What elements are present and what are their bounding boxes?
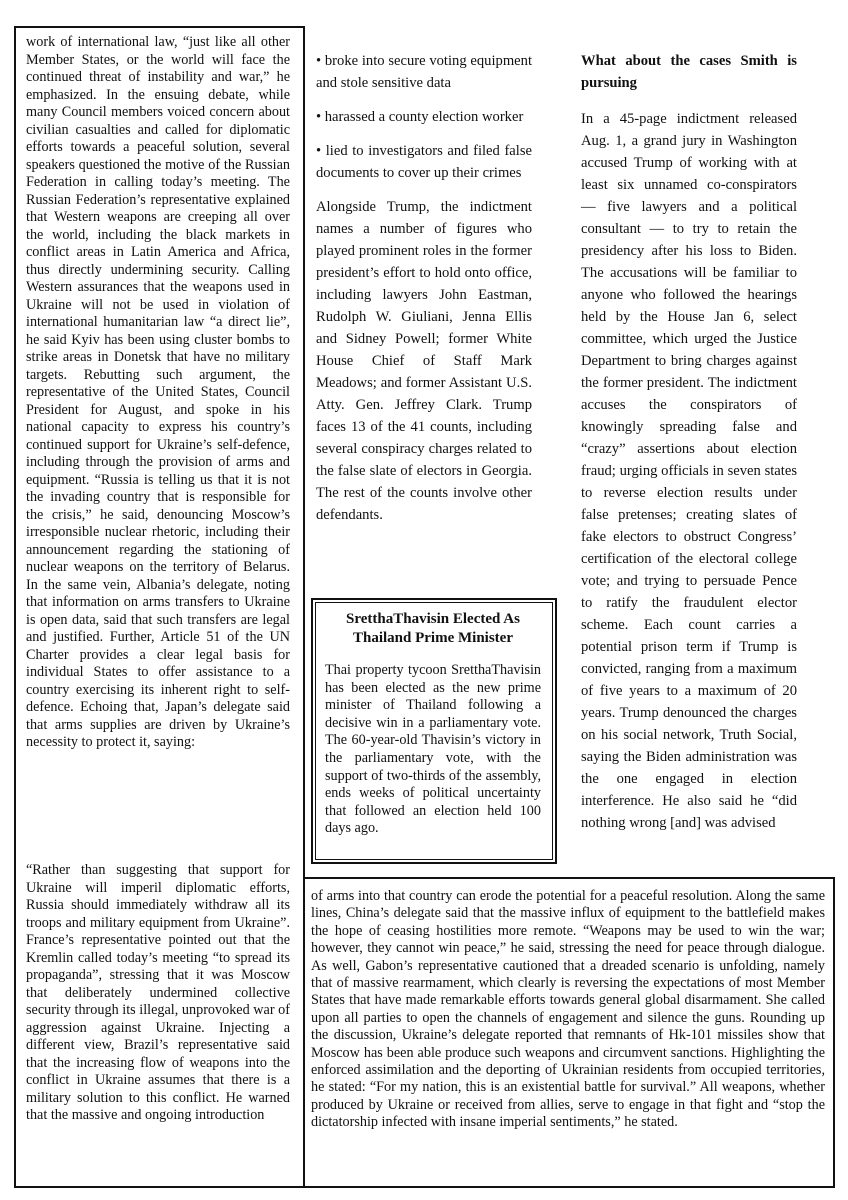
bottom-article-box — [303, 877, 835, 1188]
bullet-item: • lied to investigators and filed false documents to cover up their crimes — [316, 143, 532, 181]
news-box — [311, 598, 557, 864]
middle-column-frame-top — [303, 26, 305, 27]
news-box-title: SretthaThavisin Elected As Thailand Prime Minister — [346, 611, 520, 646]
left-column-text: work of international law, “just like all other Member States, or the world will face the continued threat of instability and war,” he emphasized. In the ensuing debate, while many Council members voiced concern about civilian casualties and called for diplomatic efforts towards a peaceful solution, several speakers questioned the motive of the Russian Federation in calling today’s meeting. The Russian Federation’s representative explained that Western weapons are creeping all over the world, including the black markets in conflict areas in Latin America and Africa, thus directly undermining security. Calling Western assurances that the weapons used in Ukraine will not be used in violation of international humanitarian law “a direct lie”, he said Kyiv has been using cluster bombs to strike areas in Donetsk that have no military targets. Rebutting such argument, the representative of the United States, Council President for August, and spoke in his national capacity to express his country’s continued support for Ukraine’s self-defence, including through the provision of arms and equipment. “Russia is telling us that it is not the invading country that is responsible for the crisis,” he said, denouncing Moscow’s irresponsible nuclear rhetoric, including their announcement regarding the stationing of nuclear weapons on the territory of Belarus. In the same vein, Albania’s delegate, noting that information on arms transfers to Ukraine is open data, said that such transfers are legal and justified. Further, Article 51 of the UN Charter provides a clear legal basis for individual States to offer assistance to a country exercising its inherent right to self-defence. Echoing that, Japan’s delegate said that arms supplies are driven by Ukraine’s necessity to protect it, saying: — [26, 34, 290, 750]
news-box-body: Thai property tycoon SretthaThavisin has been elected as the new prime minister of Thailand following a decisive win in a parliamentary vote. The 60-year-old Thavisin’s victory in the parliamentary vote, with the support of two-thirds of the assembly, ends weeks of political uncertainty that followed an election held 100 days ago. — [325, 662, 541, 837]
bullet-item: • harassed a county election worker — [316, 109, 524, 125]
bullet-item: • broke into secure voting equipment and stole sensitive data — [316, 53, 532, 91]
middle-column — [316, 50, 532, 538]
right-column — [581, 50, 797, 834]
right-column-body: In a 45-page indictment released Aug. 1, a grand jury in Washington accused Trump of working with at least six unnamed co-conspirators — five lawyers and a political consultant — to try to retain the presidency after his loss to Biden. The accusations will be familiar to anyone who followed the hearings held by the House Jan 6, select committee, which urged the Justice Department to bring charges against the former president. The indictment accuses the conspirators of knowingly spreading false and “crazy” assertions about election fraud; urging officials in seven states to reverse election results under false pretenses; creating slates of fake electors to obstruct Congress’ certification of the electoral college vote; and trying to persuade Pence to ratify the fraudulent elector scheme. Each count carries a potential prison term if Trump is convicted, ranging from a maximum of five years to a maximum of 20 years. Trump denounced the charges on his social network, Truth Social, saying the Biden administration was the one engaged in election interference. He also said he “did nothing wrong [and] was advised — [581, 111, 797, 831]
left-column-text-continued: “Rather than suggesting that support for Ukraine will imperil diplomatic efforts, Russia should immediately withdraw all its troops and military equipment from Ukraine”. France’s representative pointed out that the Kremlin called today’s meeting “to spread its propaganda”, stressing that it was Moscow that deliberately undermined collective security through its illegal, unprovoked war of aggression against Ukraine. Injecting a different view, Brazil’s representative said that the increasing flow of weapons into the conflict in Ukraine assumes that there is a military solution to this conflict. He warned that the massive and ongoing introduction — [26, 862, 290, 1123]
bottom-article-text: of arms into that country can erode the potential for a peaceful resolution. Along the same lines, China’s delegate said that the massive influx of equipment to the battlefield makes the hope of ceasing hostilities more remote. “Weapons may be used to win the war; however, they cannot win peace,” he said, stressing the need for peace through dialogue. As well, Gabon’s representative cautioned that a dreaded scenario is unfolding, namely that of massive rearmament, which clearly is reversing the expectations of most Member States that have made remarkable efforts towards general global disarmament. She called upon all parties to open the channels of engagement and silence the guns. Rounding up the discussion, Ukraine’s delegate reported that remnants of Hk-101 missiles show that Moscow has been able produce such weapons and circumvent sanctions. Highlighting the enforced assimilation and the deporting of Ukrainian residents from occupied territories, he stated: “For my nation, this is an existential battle for survival.” All weapons, whether produced by Ukraine or received from allies, serve to engage in that fight and “stop the dictatorship infected with insane imperial sentiments,” he stated. — [311, 888, 825, 1131]
right-column-heading: What about the cases Smith is pursuing — [581, 53, 797, 91]
indictment-paragraph: Alongside Trump, the indictment names a number of figures who played prominent roles in the former president’s effort to hold onto office, including lawyers John Eastman, Rudolph W. Giuliani, Jenna Ellis and Sidney Powell; former White House Chief of Staff Mark Meadows; and former Assistant U.S. Atty. Gen. Jeffrey Clark. Trump faces 13 of the 41 counts, including several conspiracy charges related to the false slate of electors in Georgia. The rest of the counts involve other defendants. — [316, 199, 532, 523]
